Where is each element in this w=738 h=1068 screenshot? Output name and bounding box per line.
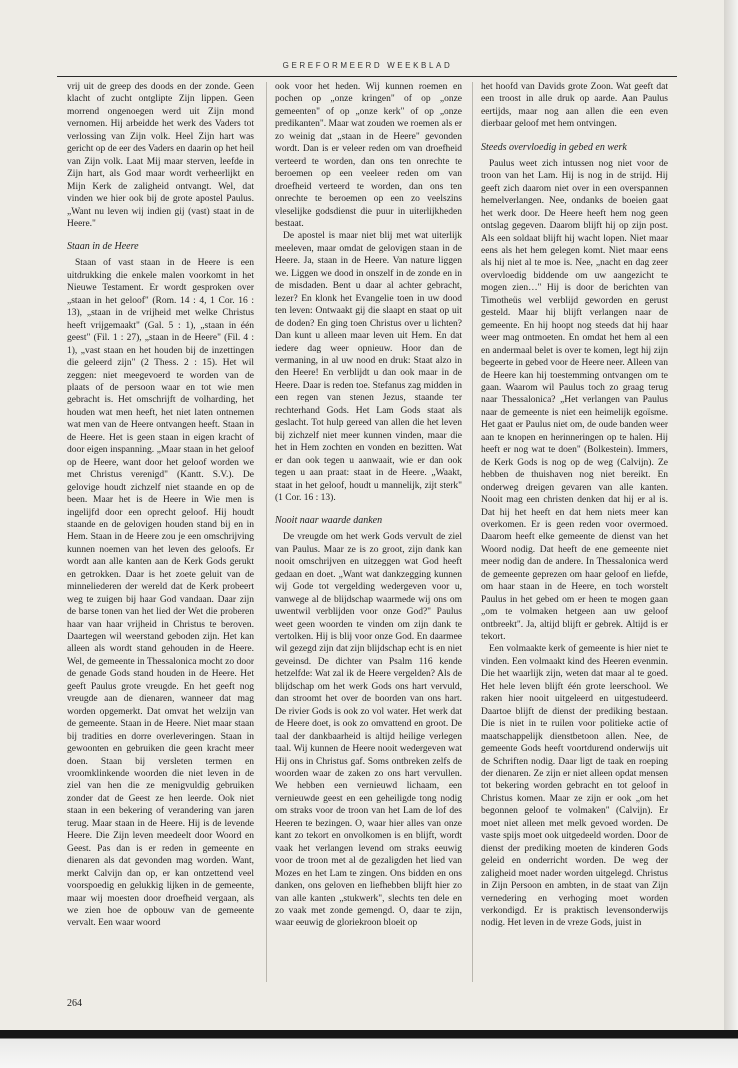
text-column-2 <box>275 81 462 986</box>
page-number: 264 <box>67 998 82 1009</box>
paragraph: De apostel is maar niet blij met wat uiterlijk meeleven, maar omdat de gelovigen staan in de Heere. Ja, staan in de Heere. Van nature liggen we. Liggen we dood in onszelf in de zonde en in de misdaden. Bent u daar al achter gebracht, lezer? En klonk het Evangelie toen in uw dood ten leven: Ontwaakt gij die slaapt en staat op uit de doden? En ging toen Christus over u lichten? Dan kunt u alleen maar leven uit Hem. En dat iedere dag weer opnieuw. Hoor dan de vermaning, in al uw nood en druk: Staat alzo in den Heere! En verblijdt u dan ook maar in de Heere. Daar is reden toe. Stefanus zag midden in een regen van stenen Jezus, staande ter rechterhand Gods. Het Lam Gods staat als geslacht. Tot hulp gereed van allen die het leven bij zichzelf niet meer kunnen vinden, maar die het in Hem zochten en vonden en bezitten. Wat er dan ook tegen u aanwaait, wie er dan ook tegen u aan praat: staat in de Heere. „Waakt, staat in het geloof, houdt u mannelijk, zijt sterk" (1 Cor. 16 : 13). <box>275 231 462 503</box>
paragraph: het hoofd van Davids grote Zoon. Wat geeft dat een troost in alle druk op aarde. Aan Paulus eertijds, maar nog aan allen die een even dierbaar geloof met hem ontvingen. <box>481 82 668 130</box>
column-divider <box>472 82 473 982</box>
scan-bottom-border <box>0 1030 738 1068</box>
text-column-3 <box>481 81 668 986</box>
column-divider <box>266 82 267 982</box>
paragraph: ook voor het heden. Wij kunnen roemen en pochen op „onze kringen" of op „onze gemeenten" of op „onze kerk" of op „onze predikanten". Maar wat zouden we roemen als er zo weinig dat „staan in de Heere" gevonden wordt. Dan is er veleer reden om van droefheid verteerd te worden, dan ons ten onrechte te beroemen op een veeleer reden om van droefheid verteerd te worden, dan ons ten onrechte te beroemen op een zo veelszins vleselijke godsdienst die puur in uiterlijkheden bestaat. <box>275 82 462 229</box>
text-column-1 <box>67 81 254 986</box>
header-rule <box>57 76 677 77</box>
section-heading: Steeds overvloedig in gebed en werk <box>481 141 627 153</box>
paragraph: Paulus weet zich intussen nog niet voor de troon van het Lam. Hij is nog in de strijd. Hij geeft zich daarom niet over in een overspannen hemelverlangen. Nee, ondanks de boeien gaat het werk door. De Heere heeft hem nog geen ontslag gegeven. Daarom blijft hij op zijn post. Als een soldaat blijft hij wacht lopen. Niet maar eens als het hem gelegen komt. Niet maar eens als hij niet al te moe is. Nee, „nacht en dag zeer overvloedig biddende om uw aangezicht te mogen zien…" Hij is door de berichten van Timotheüs wel verblijd geworden en gerust gesteld. Maar hij blijft verlangen naar de gemeente. En hij hoopt nog steeds dat hij haar weer mag ontmoeten. En omdat het hem al een en andermaal belet is over te komen, legt hij zijn begeerte in gebed voor de Heere neer. Alleen van de Heere kan hij toestemming ontvangen om te gaan. Waarom wil Paulus toch zo graag terug naar Thessalonica? „Het verlangen van Paulus naar de gemeente is niet een heimelijk egoïsme. Het gaat er Paulus niet om, de oude banden weer aan te knopen en herinneringen op te halen. Hij heeft er nog wat te doen" (Bolkestein). Immers, de Kerk Gods is nog op de weg (Calvijn). Ze hebben de thuishaven nog niet bereikt. En onderweg dreigen gevaren van alle kanten. Nooit mag een christen denken dat hij er al is. Dat hij het heeft en dat hem niets meer kan overkomen. Er is geen reden voor overmoed. Daarom heeft elke gemeente de dienst van het Woord nodig. Dat heeft de ene gemeente niet meer nodig dan de andere. In Thessalonica werd de gemeente geprezen om haar geloof en liefde, om haar staan in de Heere, en toch worstelt Paulus in het gebed om er heen te mogen gaan „om te volmaken hetgeen aan uw geloof ontbreekt". Ja, altijd blijft er gebrek. Altijd is er tekort. <box>481 158 668 643</box>
paragraph: Een volmaakte kerk of gemeente is hier niet te vinden. Een volmaakt kind des Heeren evenmin. Die het waarlijk zijn, weten dat maar al te goed. Het hele leven blijft één grote leerschool. We raken hier nooit uitgeleerd en uitgestudeerd. Daartoe blijft de dienst der prediking bestaan. Die is niet in te ruilen voor politieke actie of maatschappelijk dienstbetoon allen. Nee, de gemeente Gods heeft voortdurend onderwijs uit de Schriften nodig. Daar ligt de taak en roeping der dienaren. Ze zijn er niet alleen opdat mensen tot bekering worden gebracht en tot geloof in Christus komen. Maar ze zijn er ook „om het begonnen geloof te volmaken" (Calvijn). Er moet niet alleen met melk gevoed worden. De vaste spijs moet ook uitgedeeld worden. Door de dienst der prediking moeten de kinderen Gods geleid en onderricht worden. De weg der zaligheid moet nader worden uitgelegd. Christus in Zijn Persoon en ambten, in de staat van Zijn vernedering en verhoging moet worden verkondigd. Er is praktisch levensonderwijs nodig. Het leven in de vreze Gods, juist in <box>481 644 668 929</box>
paragraph: Staan of vast staan in de Heere is een uitdrukking die enkele malen voorkomt in het Nieuwe Testament. Er wordt gesproken over „staan in het geloof" (Rom. 14 : 4, 1 Cor. 16 : 13), „staan in de vrijheid met welke Christus heeft vrijgemaakt" (Gal. 5 : 1), „staan in één geest" (Fil. 1 : 27), „staan in de Heere" (Fil. 4 : 1), „vast staan en het houden bij de inzettingen die geleerd zijn" (2 Thess. 2 : 15). Het wil zeggen: niet meegevoerd te worden van de plaats of de persoon waar en tot wie men gebracht is. Het omschrijft de volharding, het houden wat men heeft, het niet laten ontnemen wat men van de Heere ontvangen heeft. Staan in de Heere. Het is geen staan in eigen kracht of door eigen inspanning. „Maar staan in het geloof op de Heere, want door het geloof worden we met Christus verenigd" (Kantt. S.V.). De gelovige houdt zichzelf niet staande en op de been. Maar het is de Heere in Wie men is ingelijfd door een oprecht geloof. Hij houdt staande en de gelovigen houden stand bij en in Hem. Staan in de Heere zou je een omschrijving kunnen noemen van het leven des geloofs. Er wordt aan alle kanten aan de Kerk Gods gerukt en getrokken. Daar is het zoete geluit van de minneliederen der wereld dat de Kerk probeert weg te zuigen bij haar God vandaan. Daar zijn de barse tonen van het lied der Wet die proberen haar van haar vrijheid in Christus te beroven. Daartegen wil weerstand geboden zijn. Het kan alleen als wordt stand gehouden in de Heere. Wel, de gemeente in Thessalonica mocht zo door de genade Gods stand houden in de Heere. Het geeft Paulus grote vreugde. En het geeft nog vreugde aan de dienaren, wanneer dat mag worden opgemerkt. Dat omvat het welzijn van de gemeente. Staan in de Heere. Niet maar staan bij tradities en dorre overleveringen. Staan in gewoonten en gebruiken die geen kracht meer doen. Staan bij versleten termen en vroomklinkende woorden die niet leven in de ziel van hen die ze menigvuldig gebruiken zonder dat de Geest ze hen leerde. Ook niet staan in een bekering of verandering van jaren terug. Maar staan in de Heere. Hij is de levende Heere. Die Zijn leven meedeelt door Woord en Geest. Pas dan is er reden in gemeente en dienaren als dat gevonden mag worden. Want, merkt Calvijn dan op, er kan ontzettend veel voorspoedig en gelukkig lijken in de gemeente, maar wij moesten door droefheid vergaan, als we zien hoe de opbouw van de gemeente vervalt. Een waar woord <box>67 258 254 929</box>
paragraph: vrij uit de greep des doods en der zonde. Geen klacht of zucht ontglipte Zijn lippen. Geen morrend ongenoegen werd uit Zijn mond vernomen. Hij arbeidde het werk des Vaders tot verlossing van Zijn volk. Heel Zijn hart was gericht op de eer des Vaders en daarin op het heil van Zijn volk. Laat Mij maar sterven, leefde in Zijn hart, als God maar wordt verheerlijkt en Mijn Kerk de zaligheid ontvangt. Wel, dat vinden we hier ook bij de grote apostel Paulus. „Want nu leven wij indien gij (vast) staat in de Heere." <box>67 82 254 229</box>
section-heading: Staan in de Heere <box>67 241 139 253</box>
running-title: GEREFORMEERD WEEKBLAD <box>282 61 453 70</box>
section-heading: Nooit naar waarde danken <box>275 515 383 527</box>
paragraph: De vreugde om het werk Gods vervult de ziel van Paulus. Maar ze is zo groot, zijn dank kan nooit omschrijven en uitzeggen wat God heeft gedaan en doet. „Want wat dankzegging kunnen wij Gode tot vergelding wedergeven voor u, vanwege al de blijdschap waarmede wij ons om uwentwil verblijden voor onze God?" Paulus weet geen woorden te vinden om zijn dank te vertolken. Hij is blij voor onze God. En daarmee wil gezegd zijn dat zijn blijdschap echt is en niet geveinsd. De dichter van Psalm 116 kende hetzelfde: Wat zal ik de Heere vergelden? Als de blijdschap om het werk Gods ons hart vervuld, dan stroomt het over de boorden van ons hart. De rivier Gods is ook zo vol water. Het werk dat de Heere doet, is ook zo omvattend en groot. De taal der dankbaarheid is altijd heilige verlegen taal. Wij kunnen de Heere nooit wedergeven wat Hij ons in Christus gaf. Soms ontbreken zelfs de woorden waar de zaken zo ons hart vervullen. We hebben een vernieuwd lichaam, een vernieuwde geest en een geheiligde tong nodig om straks voor de troon van het Lam de lof des Heeren te bezingen. O, waar hier alles van onze kant zo tekort en onvolkomen is en blijft, wordt vaak het verlangen levend om straks eeuwig voor de troon met al de gezaligden het lied van Mozes en het Lam te zingen. Ons bidden en ons danken, ons geloven en liefhebben blijft hier zo van alle kanten „stukwerk", slechts ten dele en zo vaak met zonde gemengd. O, daar te zijn, waar eeuwig de gloriekroon bloeit op <box>275 532 462 929</box>
page-edge-shadow <box>724 0 738 1068</box>
